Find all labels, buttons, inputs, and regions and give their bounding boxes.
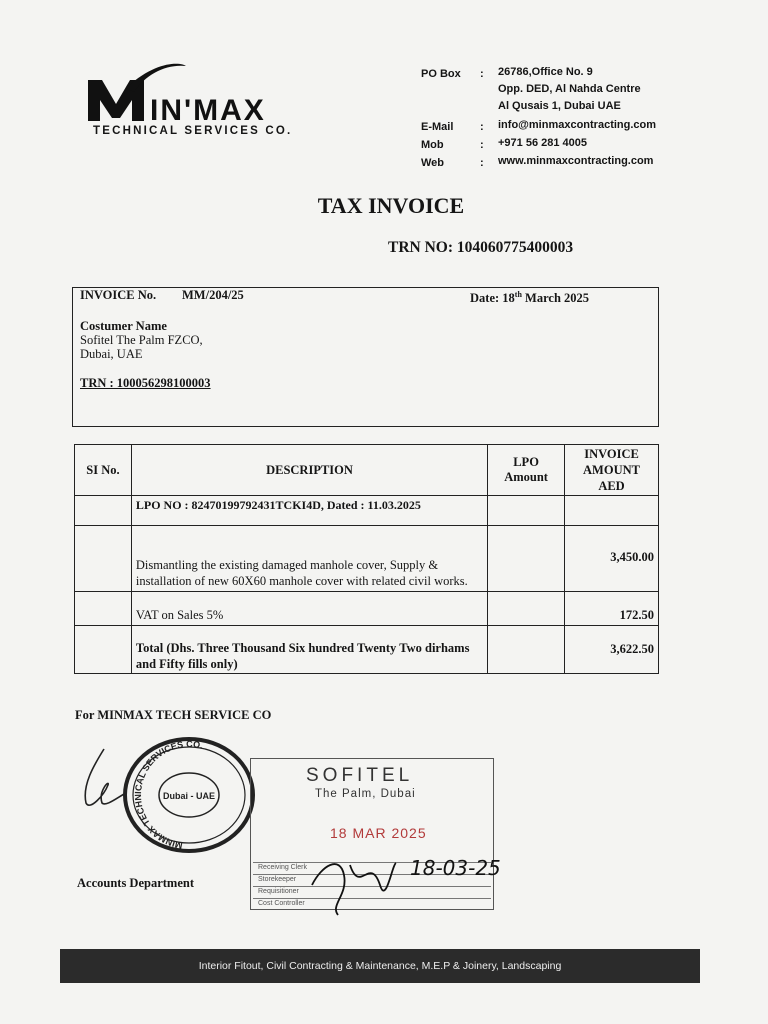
table-row bbox=[75, 496, 659, 526]
email-value: info@minmaxcontracting.com bbox=[498, 119, 657, 131]
email-label: E-Mail bbox=[421, 121, 454, 133]
invoice-title: TAX INVOICE bbox=[317, 193, 465, 218]
stamp-subtitle: The Palm, Dubai bbox=[315, 788, 416, 800]
total-description: Total (Dhs. Three Thousand Six hundred Twenty Two dirhams and Fifty fills only) bbox=[131, 626, 487, 674]
row-description: VAT on Sales 5% bbox=[131, 592, 487, 626]
email-sep: : bbox=[480, 121, 484, 133]
handwritten-signature bbox=[300, 825, 520, 925]
stamp-date: 18 MAR 2025 bbox=[330, 825, 427, 841]
customer-name: Sofitel The Palm FZCO, bbox=[80, 333, 203, 347]
customer-label: Costumer Name bbox=[80, 319, 167, 333]
mob-label: Mob bbox=[421, 139, 444, 151]
header-invoice-amount: INVOICE AMOUNT AED bbox=[565, 445, 659, 496]
lpo-line: LPO NO : 82470199792431TCKI4D, Dated : 11.03.2025 bbox=[131, 496, 487, 526]
web-label: Web bbox=[421, 157, 445, 169]
po-box-label: PO Box bbox=[421, 68, 461, 80]
handwritten-date: 18-03-25 bbox=[410, 856, 501, 880]
po-box-sep: : bbox=[480, 68, 484, 80]
stamp-storekeeper: Storekeeper bbox=[258, 876, 297, 883]
table-row bbox=[75, 592, 659, 626]
seal-center-text: Dubai - UAE bbox=[162, 791, 216, 801]
po-box-line1: 26786,Office No. 9 bbox=[498, 66, 593, 78]
stamp-brand: SOFITEL bbox=[306, 765, 414, 786]
accounts-department-label: Accounts Department bbox=[77, 876, 194, 890]
po-box-line3: Al Qusais 1, Dubai UAE bbox=[498, 100, 621, 112]
items-table bbox=[74, 444, 659, 674]
mob-value: +971 56 281 4005 bbox=[498, 137, 588, 149]
stamp-cost-controller: Cost Controller bbox=[258, 900, 305, 907]
footer-services-bar: Interior Fitout, Civil Contracting & Maintenance, M.E.P & Joinery, Landscaping bbox=[60, 949, 700, 983]
logo-subtitle: TECHNICAL SERVICES CO. bbox=[93, 125, 293, 137]
stamp-requisitioner: Requisitioner bbox=[258, 888, 299, 895]
for-company-label: For MINMAX TECH SERVICE CO bbox=[75, 708, 272, 722]
header-sl-no: SI No. bbox=[75, 445, 132, 496]
header-description: DESCRIPTION bbox=[131, 445, 487, 496]
customer-trn: TRN : 100056298100003 bbox=[80, 376, 211, 390]
web-sep: : bbox=[480, 157, 484, 169]
row-description: Dismantling the existing damaged manhole cover, Supply & installation of new 60X60 manhole cover with related civil works. bbox=[131, 526, 487, 592]
logo-wordmark: IN'MAX bbox=[150, 94, 266, 127]
invoice-number: MM/204/25 bbox=[182, 288, 244, 302]
mob-sep: : bbox=[480, 139, 484, 151]
table-header-row bbox=[75, 445, 659, 496]
header-lpo-amount: LPO Amount bbox=[488, 445, 565, 496]
invoice-number-label: INVOICE No. bbox=[80, 288, 157, 302]
total-amount: 3,622.50 bbox=[565, 626, 659, 674]
customer-city: Dubai, UAE bbox=[80, 347, 143, 361]
company-trn: TRN NO: 104060775400003 bbox=[388, 239, 574, 256]
stamp-receiving-clerk: Receiving Clerk bbox=[258, 864, 308, 871]
invoice-date: Date: 18th March 2025 bbox=[470, 290, 590, 306]
row-amount: 172.50 bbox=[565, 592, 659, 626]
row-amount: 3,450.00 bbox=[565, 526, 659, 592]
table-row bbox=[75, 526, 659, 592]
web-value: www.minmaxcontracting.com bbox=[498, 155, 654, 167]
seal-ring-text: MINMAX TECHNICAL SERVICES CO. bbox=[132, 738, 205, 851]
table-row-total bbox=[75, 626, 659, 674]
company-seal bbox=[117, 735, 262, 860]
po-box-line2: Opp. DED, Al Nahda Centre bbox=[498, 83, 641, 95]
invoice-info-box bbox=[72, 287, 659, 427]
